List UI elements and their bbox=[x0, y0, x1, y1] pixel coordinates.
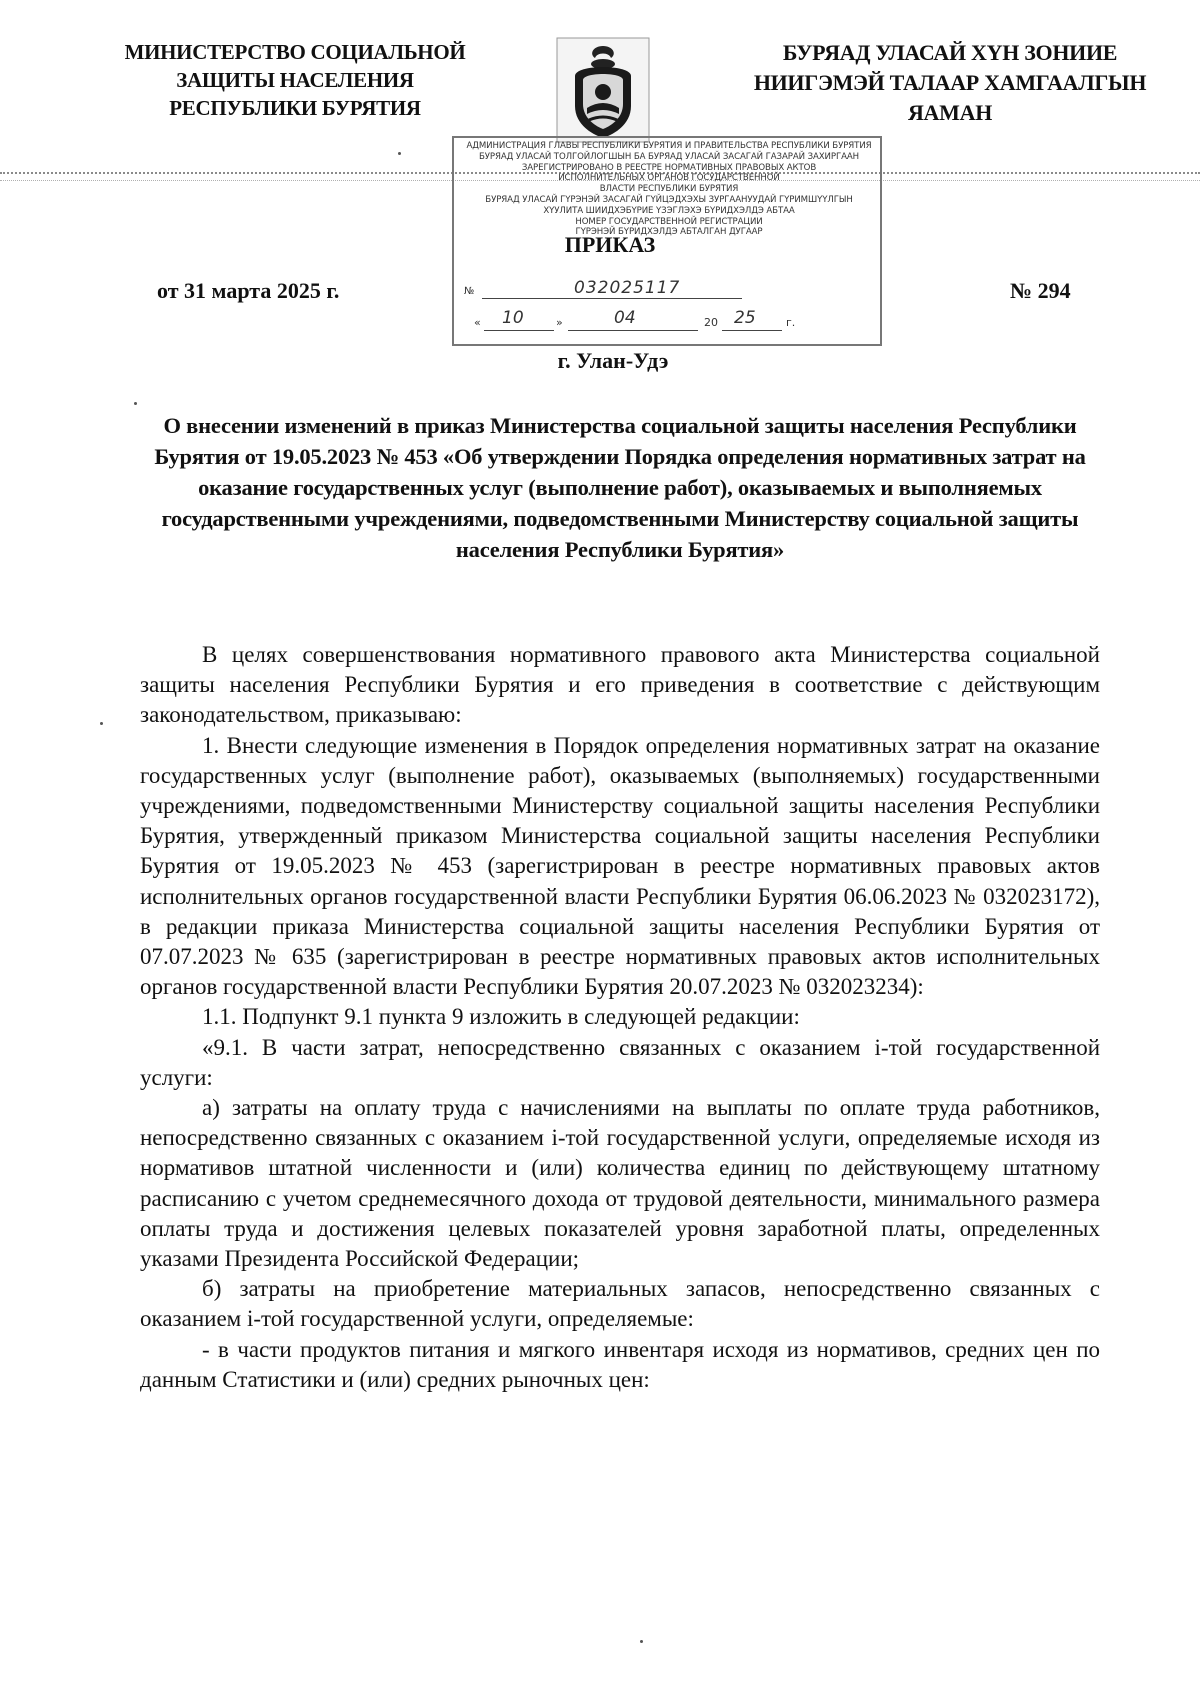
paragraph-food-inventory: - в части продуктов питания и мягкого инвентаря исходя из нормативов, средних цен по данным Статистики и (или) средних рыночных цен: bbox=[140, 1336, 1100, 1392]
ministry-name-russian: МИНИСТЕРСТВО СОЦИАЛЬНОЙ ЗАЩИТЫ НАСЕЛЕНИЯ РЕСПУБЛИКИ БУРЯТИЯ bbox=[124, 40, 466, 120]
stamp-month-underline bbox=[568, 330, 698, 331]
paragraph-item-1: 1. Внести следующие изменения в Порядок определения нормативных затрат на оказание государственных услуг (выполнение работ), оказываемых (выполняемых) государственными учреждениями, подведомственными Министерству социальной защиты населения Республики Бурятия, утвержденный приказом Министерства социальной защиты населения Республики Бурятия от 19.05.2023 № 453 (зарегистрирован в реестре нормативных правовых актов исполнительных органов государственной власти Республики Бурятия 06.06.2023 № 032023172), в редакции приказа Министерства социальной защиты населения Республики Бурятия от 07.07.2023 № 635 (зарегистрирован в реестре нормативных правовых актов исполнительных органов государственной власти Республики Бурятия 20.07.2023 № 032023234): bbox=[140, 732, 1100, 1000]
scan-speck bbox=[640, 1640, 643, 1643]
paragraph-preamble: В целях совершенствования нормативного правового акта Министерства социальной защиты населения Республики Бурятия и его приведения в соответствие с действующим законодательством, приказываю: bbox=[140, 642, 1100, 728]
ministry-name-buryat: БУРЯАД УЛАСАЙ ХҮН ЗОНИИЕ НИИГЭМЭЙ ТАЛААР ХАМГААЛГЫН ЯАМАН bbox=[753, 40, 1147, 125]
stamp-month: 04 bbox=[614, 308, 636, 328]
stamp-number-underline bbox=[482, 298, 742, 299]
scan-speck bbox=[134, 402, 137, 405]
stamp-year-prefix: 20 bbox=[704, 316, 718, 329]
stamp-number-label: № bbox=[464, 286, 475, 297]
stamp-registration-number: 032025117 bbox=[574, 278, 681, 298]
paragraph-item-9-1: «9.1. В части затрат, непосредственно связанных с оказанием i-той государственной услуги: bbox=[140, 1034, 1100, 1090]
stamp-quote-open: « bbox=[474, 316, 481, 329]
stamp-year: 25 bbox=[734, 308, 756, 328]
document-type: ПРИКАЗ bbox=[564, 232, 656, 257]
stamp-year-underline bbox=[722, 330, 782, 331]
document-date: от 31 марта 2025 г. bbox=[157, 278, 340, 303]
document-title: О внесении изменений в приказ Министерства социальной защиты населения Республики Бурятия от 19.05.2023 № 453 «Об утверждении Порядка определения нормативных затрат на оказание государственных услуг (выполнение работ), оказываемых и выполняемых государственными учреждениями, подведомственными Министерству социальной защиты населения Республики Бурятия» bbox=[154, 413, 1086, 562]
paragraph-subitem-a: а) затраты на оплату труда с начислениями на выплаты по оплате труда работников, непосредственно связанных с оказанием i-той государственной услуги, определяемые исходя из нормативов штатной численности и (или) количества единиц по действующему штатному расписанию с учетом среднемесячного дохода от трудовой деятельности, минимального размера оплаты труда и достижения целевых показателей уровня заработной платы, определенных указами Президента Российской Федерации; bbox=[140, 1095, 1100, 1272]
document-number: № 294 bbox=[1010, 278, 1071, 303]
scan-speck bbox=[100, 722, 103, 725]
paragraph-item-1-1: 1.1. Подпункт 9.1 пункта 9 изложить в следующей редакции: bbox=[202, 1004, 800, 1030]
paragraph-subitem-b: б) затраты на приобретение материальных запасов, непосредственно связанных с оказанием i-той государственной услуги, определяемые: bbox=[140, 1276, 1100, 1332]
stamp-year-unit: г. bbox=[786, 316, 796, 329]
document-body bbox=[140, 640, 1100, 1395]
stamp-text: АДМИНИСТРАЦИЯ ГЛАВЫ РЕСПУБЛИКИ БУРЯТИЯ И ПРАВИТЕЛЬСТВА РЕСПУБЛИКИ БУРЯТИЯ БУРЯАД УЛАСАЙ ТОЛГОЙЛОГШЫН БА БУРЯАД УЛАСАЙ ЗАСАГАЙ ГАЗАРАЙ ЗАХИРГААН ЗАРЕГИСТРИРОВАНО В РЕЕСТРЕ НОРМАТИВНЫХ ПРАВОВЫХ АКТОВ ИСПОЛНИТЕЛЬНЫХ ОРГАНОВ ГОСУДАРСТВЕННОЙ ВЛАСТИ РЕСПУБЛИКИ БУРЯТИЯ БУРЯАД УЛАСАЙ ГҮРЭНЭЙ ЗАСАГАЙ ГҮЙЦЭДХЭХЫ ЗУРГААНУУДАЙ ГҮРИМШҮҮЛГЫН ХҮУЛИТА ШИИДХЭБҮРИЕ ҮЗЭГЛЭХЭ БҮРИДХЭЛДЭ АБТАА НОМЕР ГОСУДАРСТВЕННОЙ РЕГИСТРАЦИИ ГҮРЭНЭЙ БҮРИДХЭЛДЭ АБТАЛГАН ДУГААР bbox=[466, 141, 872, 238]
stamp-day: 10 bbox=[502, 308, 524, 328]
stamp-quote-close: » bbox=[556, 316, 563, 329]
coat-of-arms-icon bbox=[555, 36, 651, 144]
scan-speck bbox=[398, 152, 401, 155]
document-city: г. Улан-Удэ bbox=[557, 348, 669, 373]
stamp-day-underline bbox=[484, 330, 554, 331]
